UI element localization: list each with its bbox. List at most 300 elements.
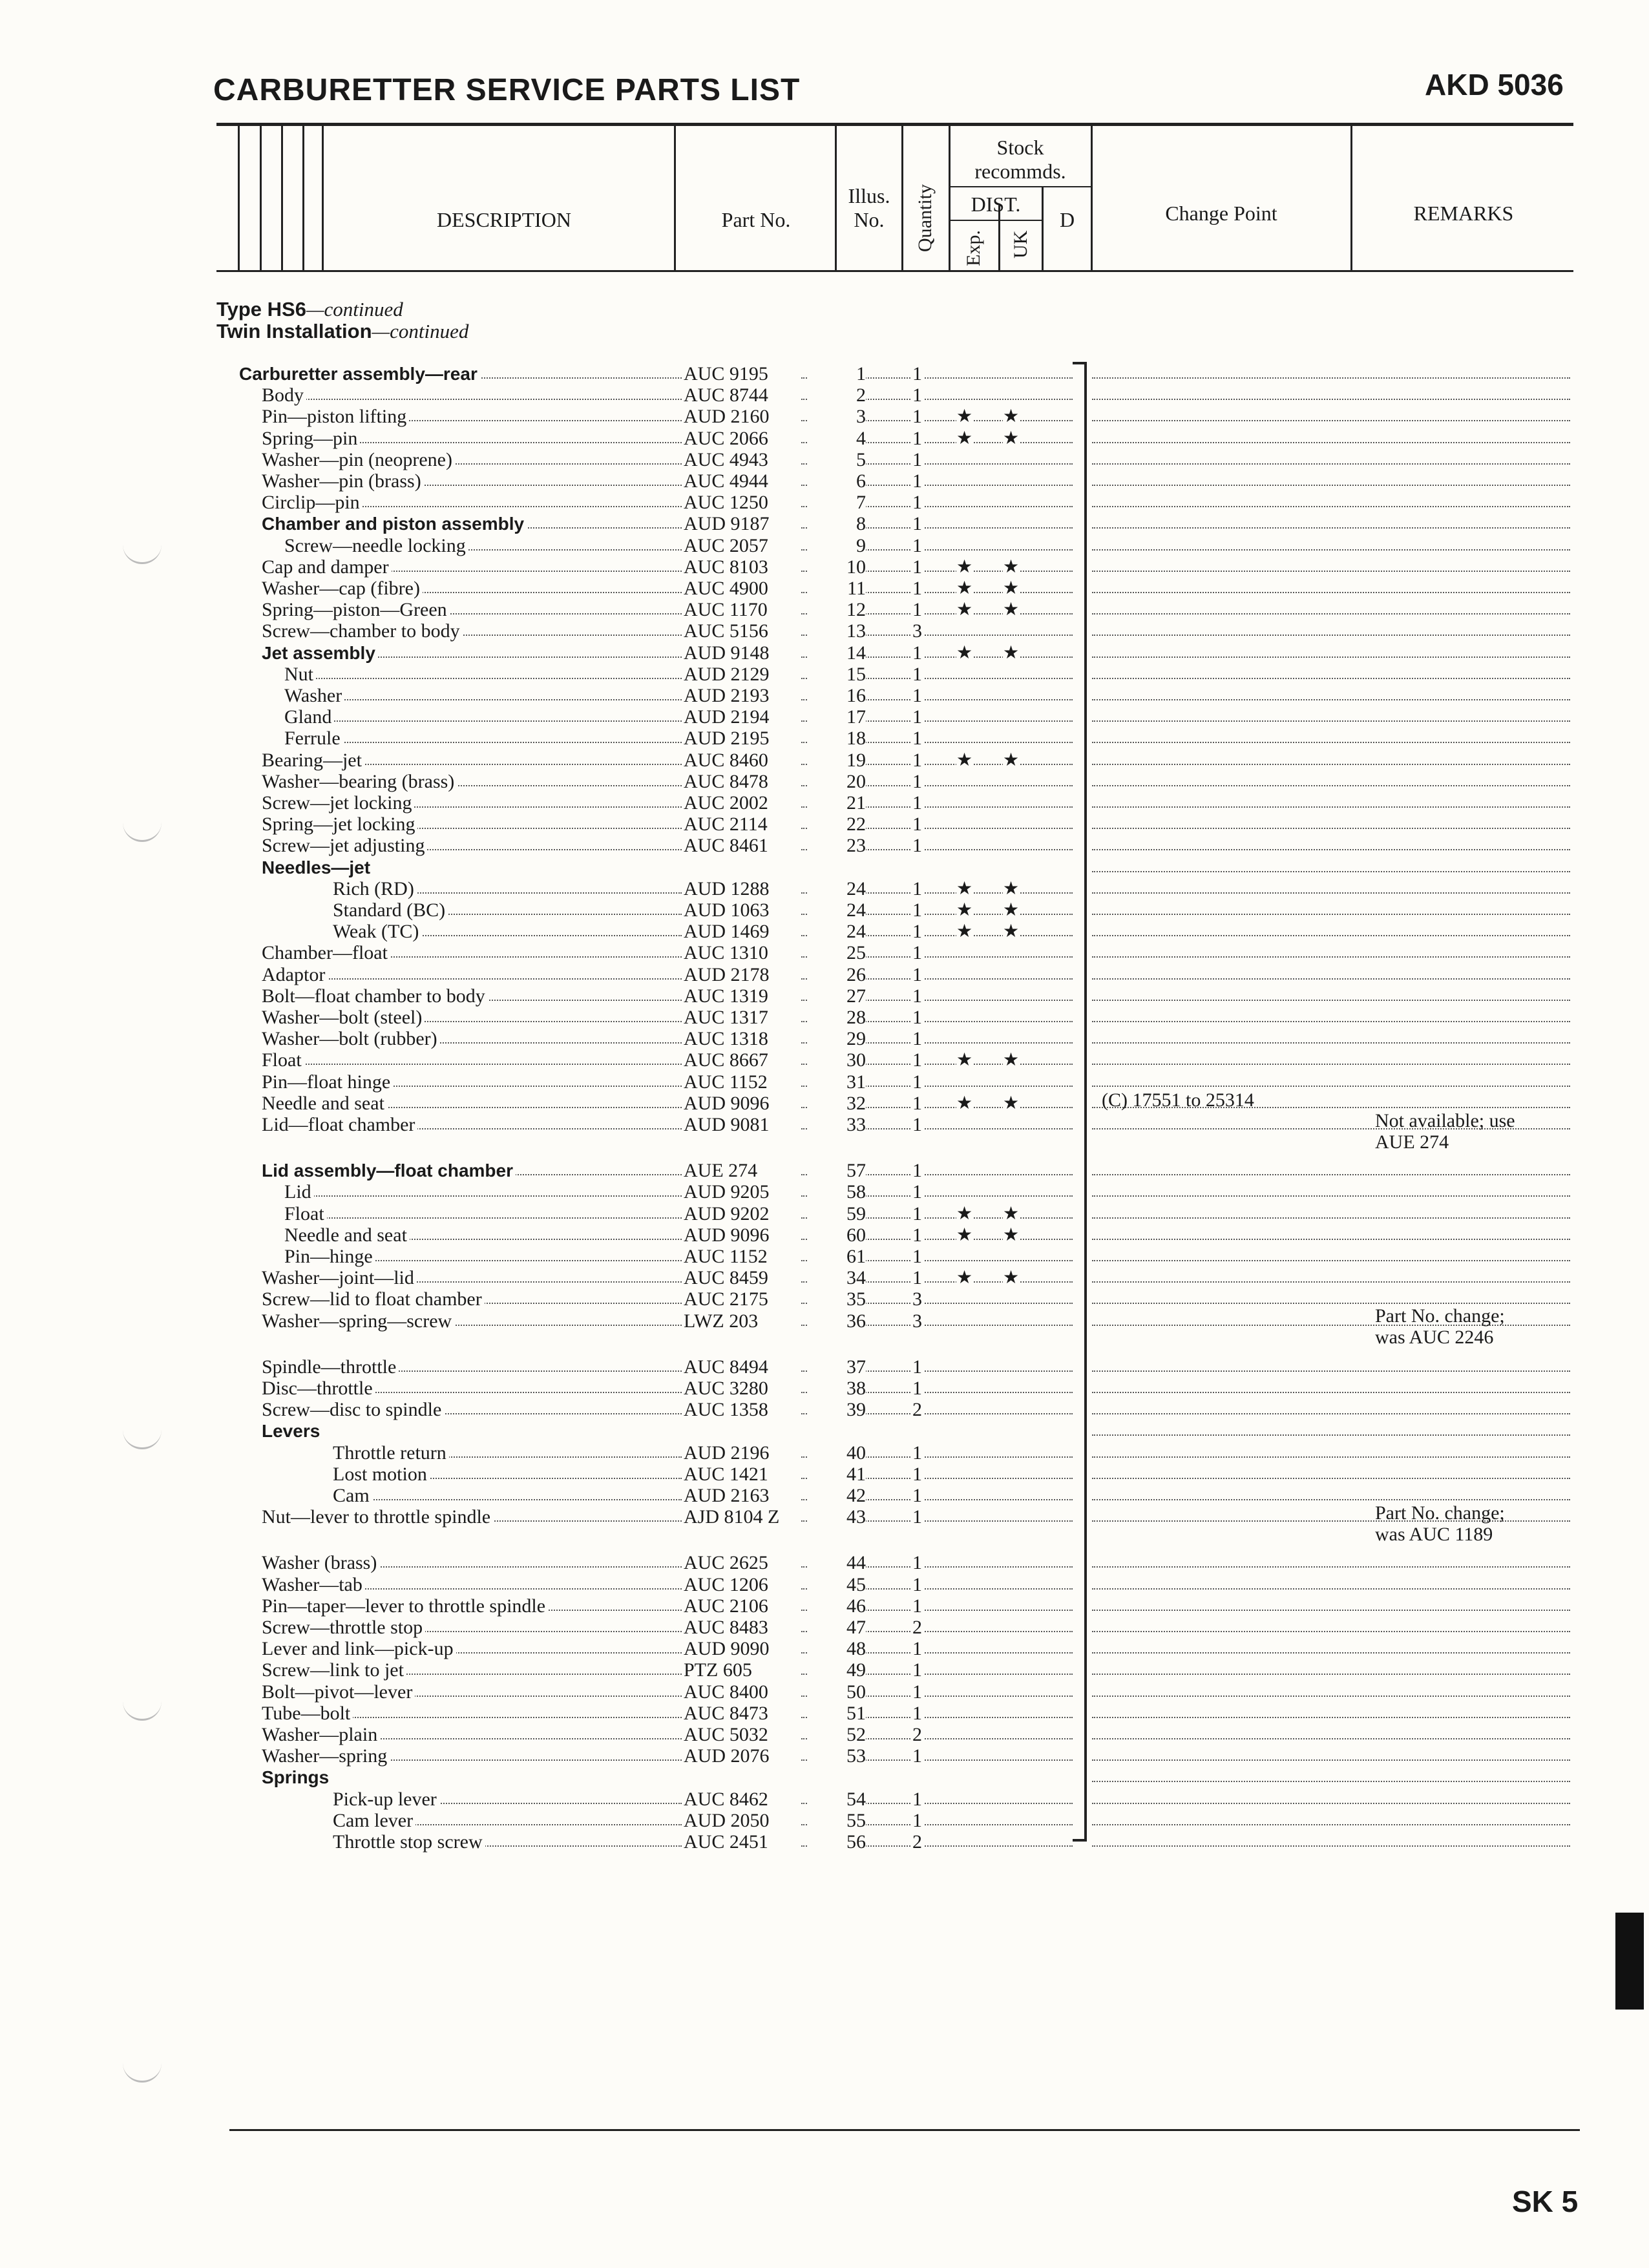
table-row	[0, 1724, 1649, 1745]
illus-number: 18	[808, 728, 866, 749]
col-remarks: REMARKS	[1413, 202, 1514, 225]
col-change-point: Change Point	[1165, 202, 1277, 225]
remarks-leader	[1092, 1303, 1570, 1304]
quantity-value: 1	[912, 1224, 922, 1246]
illus-number: 29	[808, 1028, 866, 1049]
table-row	[0, 878, 1649, 899]
table-row	[0, 1028, 1649, 1049]
quantity-value: 1	[912, 1681, 922, 1703]
remarks-leader	[1092, 678, 1570, 679]
quantity-value: 1	[912, 1114, 922, 1135]
document-title: CARBURETTER SERVICE PARTS LIST	[213, 73, 801, 107]
quantity-value: 1	[912, 1789, 922, 1810]
illus-number: 19	[808, 750, 866, 771]
illus-number: 40	[808, 1442, 866, 1464]
part-number: AUC 1421	[684, 1464, 768, 1485]
table-row	[0, 985, 1649, 1007]
part-description: Screw—jet adjusting	[262, 835, 427, 856]
remark-text: was AUC 2246	[1375, 1327, 1494, 1348]
col-uk: UK	[1010, 230, 1031, 258]
part-description: Jet assembly	[262, 643, 378, 663]
illus-number: 9	[808, 535, 866, 556]
part-description: Screw—disc to spindle	[262, 1399, 444, 1420]
illus-number: 24	[808, 878, 866, 899]
quantity-value: 1	[912, 1464, 922, 1485]
table-row	[0, 492, 1649, 513]
stock-star-icon: ★	[1003, 1268, 1020, 1288]
part-number: AUC 8667	[684, 1049, 768, 1071]
quantity-value: 1	[912, 728, 922, 749]
quantity-value: 1	[912, 1160, 922, 1181]
quantity-value: 1	[912, 899, 922, 921]
part-description: Washer—pin (neoprene)	[262, 449, 455, 470]
table-row	[0, 771, 1649, 792]
document-code: AKD 5036	[1425, 68, 1564, 101]
illus-number: 24	[808, 921, 866, 942]
table-row	[0, 1681, 1649, 1703]
part-number: AUD 9090	[684, 1638, 770, 1659]
remarks-leader	[1092, 956, 1570, 958]
table-row	[0, 1442, 1649, 1464]
type-continued: —continued	[306, 298, 403, 320]
table-row	[0, 728, 1649, 749]
illus-number: 54	[808, 1789, 866, 1810]
quantity-value: 1	[912, 1267, 922, 1288]
illus-number: 47	[808, 1617, 866, 1638]
part-description: Weak (TC)	[333, 921, 421, 942]
quantity-value: 3	[912, 620, 922, 642]
illus-number: 61	[808, 1246, 866, 1267]
quantity-value: 1	[912, 1049, 922, 1071]
illus-number: 6	[808, 470, 866, 492]
stock-star-icon: ★	[1003, 750, 1020, 770]
table-row	[0, 1638, 1649, 1659]
illus-number: 17	[808, 706, 866, 728]
quantity-value: 1	[912, 599, 922, 620]
remarks-leader	[1092, 1392, 1570, 1393]
part-number: AUC 1310	[684, 942, 768, 963]
table-row	[0, 428, 1649, 449]
part-number: AUE 274	[684, 1160, 758, 1181]
illus-number: 16	[808, 685, 866, 706]
leader-dots	[284, 1217, 682, 1219]
leader-dots	[333, 1499, 682, 1500]
quantity-value: 2	[912, 1831, 922, 1853]
table-row	[0, 685, 1649, 706]
remarks-leader	[1092, 978, 1570, 980]
table-row	[0, 1659, 1649, 1681]
part-number: LWZ 203	[684, 1310, 759, 1332]
part-number: AUC 2625	[684, 1552, 768, 1573]
table-row	[0, 899, 1649, 921]
part-description: Tube—bolt	[262, 1703, 353, 1724]
illus-number: 56	[808, 1831, 866, 1853]
remarks-leader	[1092, 1064, 1570, 1065]
part-number: AUC 2106	[684, 1595, 768, 1617]
quantity-value: 1	[912, 492, 922, 513]
illus-number: 45	[808, 1574, 866, 1595]
part-number: AUD 9187	[684, 513, 770, 534]
quantity-value: 1	[912, 449, 922, 470]
remarks-leader	[1092, 1042, 1570, 1044]
part-description: Rich (RD)	[333, 878, 417, 899]
table-row	[0, 664, 1649, 685]
quantity-value: 1	[912, 642, 922, 664]
part-number: AUC 4943	[684, 449, 768, 470]
table-row	[0, 449, 1649, 470]
remarks-leader	[1092, 720, 1570, 722]
stock-star-icon: ★	[956, 900, 973, 920]
part-description: Lost motion	[333, 1464, 430, 1485]
part-description: Standard (BC)	[333, 899, 448, 921]
table-row	[0, 1595, 1649, 1617]
part-number: AUD 9148	[684, 642, 770, 664]
table-row	[0, 1181, 1649, 1202]
illus-number: 57	[808, 1160, 866, 1181]
remarks-leader	[1092, 1696, 1570, 1697]
remarks-leader	[1092, 463, 1570, 465]
quantity-value: 1	[912, 1028, 922, 1049]
part-description: Lid assembly—float chamber	[262, 1160, 516, 1181]
illus-number: 55	[808, 1810, 866, 1831]
illus-number: 7	[808, 492, 866, 513]
quantity-value: 2	[912, 1617, 922, 1638]
table-row	[0, 384, 1649, 406]
remarks-leader	[1092, 1217, 1570, 1219]
illus-number: 41	[808, 1464, 866, 1485]
leader-dots	[262, 399, 682, 400]
remark-text: AUE 274	[1375, 1131, 1449, 1153]
part-number: AUC 2057	[684, 535, 768, 556]
illus-number: 8	[808, 513, 866, 534]
part-number: AUC 1358	[684, 1399, 768, 1420]
part-number: AUD 9202	[684, 1203, 770, 1224]
col-quantity: Quantity	[914, 184, 936, 252]
quantity-value: 1	[912, 1574, 922, 1595]
remarks-leader	[1092, 613, 1570, 614]
part-description: Washer—tab	[262, 1574, 365, 1595]
part-number: AUD 9205	[684, 1181, 770, 1202]
part-description: Chamber and piston assembly	[262, 514, 527, 534]
illus-number: 14	[808, 642, 866, 664]
illus-number: 38	[808, 1378, 866, 1399]
remarks-leader	[1092, 1717, 1570, 1718]
part-description: Disc—throttle	[262, 1378, 375, 1399]
part-description: Carburetter assembly—rear	[239, 364, 480, 384]
remarks-leader	[1092, 1738, 1570, 1739]
edge-tab-mark	[1615, 1913, 1644, 2010]
part-number: AUD 2178	[684, 964, 770, 985]
quantity-value: 1	[912, 964, 922, 985]
table-row	[0, 642, 1649, 664]
stock-star-icon: ★	[1003, 1050, 1020, 1070]
illus-number: 43	[808, 1506, 866, 1528]
dist-rule	[949, 220, 1042, 221]
part-description: Pin—hinge	[284, 1246, 375, 1267]
remarks-leader	[1092, 806, 1570, 808]
header-divider	[281, 126, 283, 270]
part-number: AJD 8104 Z	[684, 1506, 780, 1528]
part-description: Nut—lever to throttle spindle	[262, 1506, 493, 1528]
quantity-value: 1	[912, 1552, 922, 1573]
part-description: Pick-up lever	[333, 1789, 439, 1810]
illus-number: 53	[808, 1745, 866, 1767]
quantity-value: 3	[912, 1288, 922, 1310]
quantity-value: 1	[912, 1703, 922, 1724]
part-description: Washer—bolt (steel)	[262, 1007, 425, 1028]
col-part-no: Part No.	[721, 208, 791, 231]
stock-star-icon: ★	[1003, 1093, 1020, 1113]
part-description: Nut	[284, 664, 316, 685]
illus-number: 4	[808, 428, 866, 449]
quantity-value: 1	[912, 1745, 922, 1767]
part-number: AUC 2175	[684, 1288, 768, 1310]
table-row	[0, 1378, 1649, 1399]
stock-star-icon: ★	[1003, 643, 1020, 663]
part-description: Bearing—jet	[262, 750, 364, 771]
table-row	[0, 1574, 1649, 1595]
table-row	[0, 1789, 1649, 1810]
part-description: Body	[262, 384, 306, 406]
table-row	[0, 1831, 1649, 1853]
remark-text: Not available; use	[1375, 1110, 1515, 1131]
part-number: AUD 1288	[684, 878, 770, 899]
illus-number: 2	[808, 384, 866, 406]
remarks-leader	[1092, 485, 1570, 486]
illus-number: 21	[808, 792, 866, 814]
quantity-value: 1	[912, 1659, 922, 1681]
illus-number: 10	[808, 556, 866, 578]
quantity-value: 1	[912, 1181, 922, 1202]
illus-number: 59	[808, 1203, 866, 1224]
part-description: Lid—float chamber	[262, 1114, 417, 1135]
stock-star-icon: ★	[956, 578, 973, 598]
remarks-leader	[1092, 1281, 1570, 1283]
quantity-value: 3	[912, 1310, 922, 1332]
part-number: AUD 2160	[684, 406, 770, 427]
part-number: PTZ 605	[684, 1659, 752, 1681]
illus-number: 23	[808, 835, 866, 856]
part-number: AUC 1250	[684, 492, 768, 513]
header-divider	[1350, 126, 1352, 270]
part-number: AUD 2194	[684, 706, 770, 728]
part-description: Screw—link to jet	[262, 1659, 406, 1681]
remarks-leader	[1092, 399, 1570, 400]
remarks-leader	[1092, 527, 1570, 529]
part-number: AUC 1318	[684, 1028, 768, 1049]
part-number: AUD 2163	[684, 1485, 770, 1506]
part-description: Bolt—float chamber to body	[262, 985, 488, 1007]
illus-number: 24	[808, 899, 866, 921]
illus-number: 28	[808, 1007, 866, 1028]
leader-dots	[284, 720, 682, 722]
change-point-text: (C) 17551 to 25314	[1102, 1089, 1254, 1111]
remarks-leader	[1092, 1566, 1570, 1568]
stock-star-icon: ★	[956, 921, 973, 941]
quantity-value: 1	[912, 428, 922, 449]
quantity-value: 1	[912, 750, 922, 771]
remarks-leader	[1092, 828, 1570, 829]
stock-star-icon: ★	[956, 1225, 973, 1245]
part-description: Throttle return	[333, 1442, 449, 1464]
part-description: Screw—needle locking	[284, 535, 468, 556]
quantity-value: 1	[912, 685, 922, 706]
stock-star-icon: ★	[956, 643, 973, 663]
illus-number: 13	[808, 620, 866, 642]
part-number: AUC 1206	[684, 1574, 768, 1595]
table-row	[0, 706, 1649, 728]
col-illus-no: Illus. No.	[848, 184, 890, 231]
remarks-leader	[1092, 914, 1570, 915]
part-number: AUD 2050	[684, 1810, 770, 1831]
col-exp: Exp.	[963, 230, 984, 266]
header-divider	[835, 126, 837, 270]
table-row	[0, 513, 1649, 534]
table-row	[0, 942, 1649, 963]
part-number: AUC 5032	[684, 1724, 768, 1745]
part-description: Washer—bearing (brass)	[262, 771, 457, 792]
stock-star-icon: ★	[1003, 428, 1020, 448]
remarks-leader	[1092, 549, 1570, 551]
remarks-leader	[1092, 764, 1570, 765]
table-row	[0, 1007, 1649, 1028]
part-description: Washer (brass)	[262, 1552, 379, 1573]
quantity-value: 1	[912, 1378, 922, 1399]
part-description: Float	[284, 1203, 327, 1224]
illus-number: 25	[808, 942, 866, 963]
quantity-value: 1	[912, 664, 922, 685]
part-description: Screw—throttle stop	[262, 1617, 425, 1638]
illus-number: 1	[808, 363, 866, 384]
page-number: SK 5	[1512, 2185, 1579, 2218]
table-row	[0, 578, 1649, 599]
part-description: Pin—taper—lever to throttle spindle	[262, 1595, 548, 1617]
part-description: Adaptor	[262, 964, 328, 985]
leader-dots	[284, 742, 682, 743]
twin-label: Twin Installation	[216, 320, 372, 342]
table-row	[0, 814, 1649, 835]
remarks-leader	[1092, 1456, 1570, 1458]
header-divider	[302, 126, 304, 270]
remarks-leader	[1092, 1781, 1570, 1782]
quantity-value: 1	[912, 878, 922, 899]
table-row	[0, 1071, 1649, 1093]
stock-star-icon: ★	[956, 428, 973, 448]
part-description: Screw—chamber to body	[262, 620, 463, 642]
table-row	[0, 1767, 1649, 1788]
part-number: AUC 9195	[684, 363, 768, 384]
illus-number: 35	[808, 1288, 866, 1310]
quantity-value: 1	[912, 363, 922, 384]
quantity-value: 1	[912, 384, 922, 406]
part-description: Needle and seat	[262, 1093, 387, 1114]
part-description: Needle and seat	[284, 1224, 410, 1246]
col-dist: DIST.	[971, 193, 1021, 216]
remarks-leader	[1092, 699, 1570, 700]
quantity-value: 1	[912, 535, 922, 556]
remarks-leader	[1092, 785, 1570, 786]
quantity-value: 1	[912, 1638, 922, 1659]
quantity-value: 1	[912, 771, 922, 792]
remarks-leader	[1092, 892, 1570, 894]
remarks-leader	[1092, 571, 1570, 572]
part-number: AUC 1152	[684, 1246, 768, 1267]
table-row	[0, 1617, 1649, 1638]
stock-star-icon: ★	[1003, 900, 1020, 920]
part-number: AUD 2076	[684, 1745, 770, 1767]
stock-star-icon: ★	[1003, 1225, 1020, 1245]
remarks-leader	[1092, 742, 1570, 743]
stock-star-icon: ★	[956, 557, 973, 577]
col-stock: Stock recommds.	[974, 136, 1066, 183]
stock-star-icon: ★	[1003, 600, 1020, 620]
type-label: Type HS6	[216, 298, 306, 320]
table-row	[0, 1745, 1649, 1767]
part-description: Ferrule	[284, 728, 343, 749]
table-row	[0, 363, 1649, 384]
table-row	[0, 1464, 1649, 1485]
part-description: Lever and link—pick-up	[262, 1638, 456, 1659]
illus-number: 11	[808, 578, 866, 599]
part-number: AUD 9081	[684, 1114, 770, 1135]
remarks-leader	[1092, 1195, 1570, 1197]
quantity-value: 1	[912, 1246, 922, 1267]
table-row	[0, 470, 1649, 492]
stock-star-icon: ★	[956, 1050, 973, 1070]
part-number: AUC 2002	[684, 792, 768, 814]
part-description: Gland	[284, 706, 334, 728]
table-row	[0, 406, 1649, 427]
header-divider	[1091, 126, 1093, 270]
illus-number: 3	[808, 406, 866, 427]
quantity-value: 1	[912, 1203, 922, 1224]
table-row	[0, 792, 1649, 814]
part-description: Needles—jet	[262, 857, 373, 877]
part-description: Springs	[262, 1767, 331, 1787]
quantity-value: 1	[912, 578, 922, 599]
part-description: Washer—plain	[262, 1724, 380, 1745]
header-divider	[238, 126, 240, 270]
illus-number: 49	[808, 1659, 866, 1681]
part-number: AUC 1319	[684, 985, 768, 1007]
remarks-leader	[1092, 1824, 1570, 1825]
part-description: Levers	[262, 1421, 322, 1441]
part-number: AUD 1469	[684, 921, 770, 942]
illus-number: 50	[808, 1681, 866, 1703]
table-row	[0, 1552, 1649, 1573]
remarks-leader	[1092, 1434, 1570, 1436]
binder-hole-mark	[123, 2061, 162, 2083]
part-number: AUC 8494	[684, 1356, 768, 1378]
part-number: AUD 2193	[684, 685, 770, 706]
part-number: AUC 8459	[684, 1267, 768, 1288]
remarks-leader	[1092, 849, 1570, 850]
remarks-leader	[1092, 1631, 1570, 1632]
illus-number: 31	[808, 1071, 866, 1093]
table-row	[0, 1203, 1649, 1224]
part-number: AUC 4944	[684, 470, 768, 492]
leader-dots	[262, 1064, 682, 1065]
remarks-leader	[1092, 1021, 1570, 1022]
stock-star-icon: ★	[1003, 406, 1020, 426]
stock-star-icon: ★	[956, 750, 973, 770]
part-description: Cap and damper	[262, 556, 392, 578]
illus-number: 37	[808, 1356, 866, 1378]
col-description: DESCRIPTION	[436, 208, 571, 231]
stock-star-icon: ★	[1003, 921, 1020, 941]
remarks-leader	[1092, 1260, 1570, 1261]
quantity-value: 1	[912, 556, 922, 578]
